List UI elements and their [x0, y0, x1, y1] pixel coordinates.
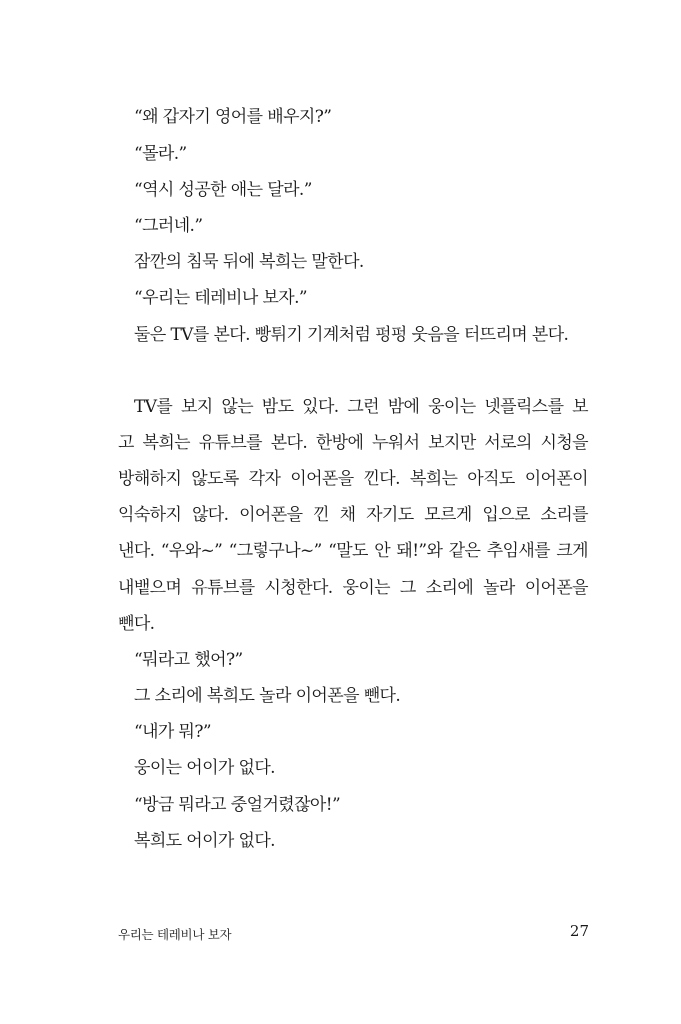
dialogue-line: “몰라.”	[134, 144, 187, 164]
narration-line: 둘은 TV를 본다. 빵튀기 기계처럼 펑펑 웃음을 터뜨리며 본다.	[134, 325, 569, 345]
dialogue-line: “방금 뭐라고 중얼거렸잖아!”	[134, 795, 341, 815]
dialogue-line: “우리는 테레비나 보자.”	[134, 288, 307, 308]
narration-line: 복희도 어이가 없다.	[134, 831, 275, 851]
paragraph-line: 고 복희는 유튜브를 본다. 한방에 누워서 보지만 서로의 시청을	[118, 433, 588, 453]
page-number: 27	[569, 922, 589, 940]
narration-line: 그 소리에 복희도 놀라 이어폰을 뺀다.	[134, 686, 401, 706]
paragraph-line: 낸다. “우와~” “그렇구나~” “말도 안 돼!”와 같은 추임새를 크게	[118, 541, 588, 561]
narration-line: 웅이는 어이가 없다.	[134, 758, 275, 778]
narration-line: 잠깐의 침묵 뒤에 복희는 말한다.	[134, 252, 364, 272]
dialogue-line: “왜 갑자기 영어를 배우지?”	[134, 107, 332, 127]
paragraph-line: 익숙하지 않다. 이어폰을 낀 채 자기도 모르게 입으로 소리를	[118, 505, 588, 525]
running-footer-title: 우리는 테레비나 보자	[118, 927, 232, 942]
dialogue-line: “내가 뭐?”	[134, 722, 211, 742]
dialogue-line: “그러네.”	[134, 216, 203, 236]
dialogue-line: “역시 성공한 애는 달라.”	[134, 180, 312, 200]
paragraph-line: 뺀다.	[118, 614, 155, 634]
paragraph-line: TV를 보지 않는 밤도 있다. 그런 밤에 웅이는 넷플릭스를 보	[134, 397, 588, 417]
dialogue-line: “뭐라고 했어?”	[134, 650, 243, 670]
paragraph-line: 내뱉으며 유튜브를 시청한다. 웅이는 그 소리에 놀라 이어폰을	[118, 578, 588, 598]
paragraph-line: 방해하지 않도록 각자 이어폰을 낀다. 복희는 아직도 이어폰이	[118, 469, 588, 489]
